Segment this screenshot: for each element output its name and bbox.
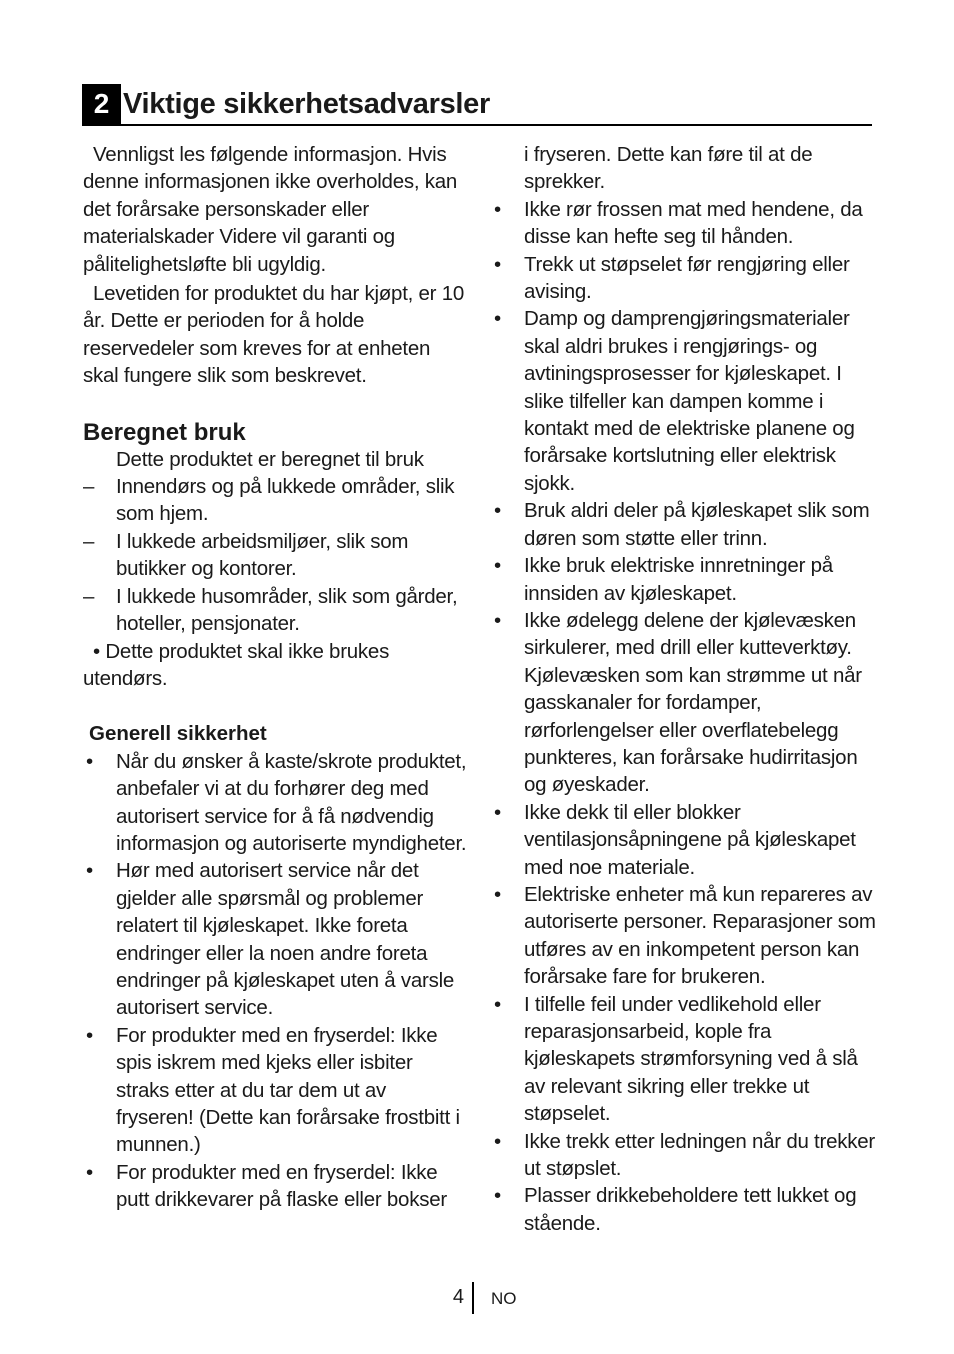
bullet-marker: • (494, 252, 501, 276)
right-column (491, 141, 876, 1237)
list-item-text: Når du ønsker å kaste/skrote produktet, anbefaler vi at du forhører deg med autorisert service for å få nødvendig informasjon og autoriserte myndigheter. (116, 749, 467, 855)
list-item (83, 857, 468, 1021)
bullet-marker: • (494, 1129, 501, 1153)
list-item-text: Ikke rør frossen mat med hendene, da disse kan hefte seg til hånden. (524, 197, 863, 249)
bullet-marker: • (494, 499, 501, 523)
list-item (491, 497, 876, 552)
list-item-text: I lukkede arbeidsmiljøer, slik som butikker og kontorer. (116, 529, 409, 581)
list-item-text: Ikke ødelegg delene der kjølevæsken sirkulerer, med drill eller kutteverktøy. Kjølevæsken som kan strømme ut når gasskanaler for fordamper, rørforlengelser eller overflatebelegg punkteres, kan forårsake hudirritasjon og øyeskader. (524, 608, 862, 797)
list-item-text: Hør med autorisert service når det gjelder alle spørsmål og problemer relatert til kjøleskapet. Ikke foreta endringer eller la noen andre foreta endringer på kjøleskapet uten å varsle autorisert service. (116, 859, 455, 1020)
list-item (491, 251, 876, 306)
list-item (83, 748, 468, 858)
list-item-text: Trekk ut støpselet før rengjøring eller avising. (524, 252, 850, 304)
list-item-text: Innendørs og på lukkede områder, slik som hjem. (116, 475, 455, 526)
list-item (83, 1159, 468, 1214)
list-item (491, 552, 876, 607)
list-item (83, 583, 468, 638)
dash-marker: – (83, 475, 95, 499)
left-column (83, 141, 468, 1214)
list-item (491, 991, 876, 1128)
list-item (491, 1182, 876, 1237)
bullet-marker: • (86, 749, 93, 773)
bullet-marker: • (494, 197, 501, 221)
bullet-marker: • (86, 1160, 93, 1184)
bullet-marker: • (494, 307, 501, 331)
general-safety-list-right (491, 196, 876, 1237)
general-safety-list-left (83, 748, 468, 1214)
bullet-marker: • (86, 859, 93, 883)
list-item (83, 473, 468, 528)
footer-divider (472, 1282, 474, 1314)
language-code: NO (491, 1289, 517, 1308)
bullet-marker: • (494, 554, 501, 578)
intro-paragraph-1: Vennligst les følgende informasjon. Hvis denne informasjonen ikke overholdes, kan det forårsake personskader eller materialskader Videre vil garanti og pålitelighetsløfte bli ugyldig. (83, 143, 458, 276)
intended-use-lead: Dette produktet er beregnet til bruk (116, 447, 424, 471)
section-number-badge: 2 (82, 84, 121, 124)
general-safety-heading: Generell sikkerhet (89, 722, 267, 746)
bullet-marker: • (494, 1184, 501, 1208)
list-item (83, 528, 468, 583)
section-header (82, 84, 872, 126)
bullet-marker: • (494, 800, 501, 824)
list-item-text: Plasser drikkebeholdere tett lukket og stående. (524, 1184, 857, 1235)
list-item (491, 799, 876, 881)
continued-text: i fryseren. Dette kan føre til at de sprekker. (524, 143, 813, 194)
list-item (491, 305, 876, 497)
list-item (491, 1128, 876, 1183)
bullet-marker: • (494, 882, 501, 906)
intro-paragraph-2: Levetiden for produktet du har kjøpt, er 10 år. Dette er perioden for å holde reservedeler som kreves for at enheten skal fungere slik som beskrevet. (83, 282, 465, 388)
bullet-marker: • (494, 992, 501, 1016)
list-item-text: Ikke trekk etter ledningen når du trekker ut støpslet. (524, 1129, 875, 1181)
list-item (491, 881, 876, 991)
bullet-marker: • (86, 1023, 93, 1047)
list-item (491, 196, 876, 251)
intended-use-heading: Beregnet bruk (83, 418, 246, 446)
intended-use-list (83, 473, 468, 637)
list-item-text: I tilfelle feil under vedlikehold eller reparasjonsarbeid, kople fra kjøleskapets strømforsyning ved å slå av relevant sikring eller trekke ut støpselet. (524, 992, 858, 1126)
list-item-text: Damp og damprengjøringsmaterialer skal aldri brukes i rengjørings- og avtiningsprosesser for kjøleskapet. I slike tilfeller kan dampen komme i kontakt med de elektriske planene og forårsake kortslutning eller elektrisk sjokk. (524, 307, 855, 495)
outdoor-note: • Dette produktet skal ikke brukes utendørs. (83, 639, 390, 690)
list-item-text: Ikke dekk til eller blokker ventilasjonsåpningene på kjøleskapet med noe materiale. (524, 800, 856, 879)
section-title: Viktige sikkerhetsadvarsler (123, 88, 490, 120)
dash-marker: – (83, 584, 95, 608)
list-item (491, 607, 876, 799)
list-item-text: Ikke bruk elektriske innretninger på innsiden av kjøleskapet. (524, 554, 833, 605)
list-item-text: Bruk aldri deler på kjøleskapet slik som døren som støtte eller trinn. (524, 499, 870, 550)
bullet-marker: • (494, 608, 501, 632)
dash-marker: – (83, 529, 95, 553)
list-item-text: For produkter med en fryserdel: Ikke putt drikkevarer på flaske eller bokser (116, 1160, 447, 1212)
list-item-text: Elektriske enheter må kun repareres av autoriserte personer. Reparasjoner som utføres av en inkompetent person kan forårsake fare for brukeren. (524, 882, 876, 989)
list-item-text: For produkter med en fryserdel: Ikke spis iskrem med kjeks eller isbiter straks etter at du tar dem ut av fryseren! (Dette kan forårsake frostbitt i munnen.) (116, 1023, 460, 1157)
page-number: 4 (452, 1286, 464, 1308)
list-item-text: I lukkede husområder, slik som gårder, hoteller, pensjonater. (116, 584, 458, 636)
list-item (83, 1022, 468, 1159)
